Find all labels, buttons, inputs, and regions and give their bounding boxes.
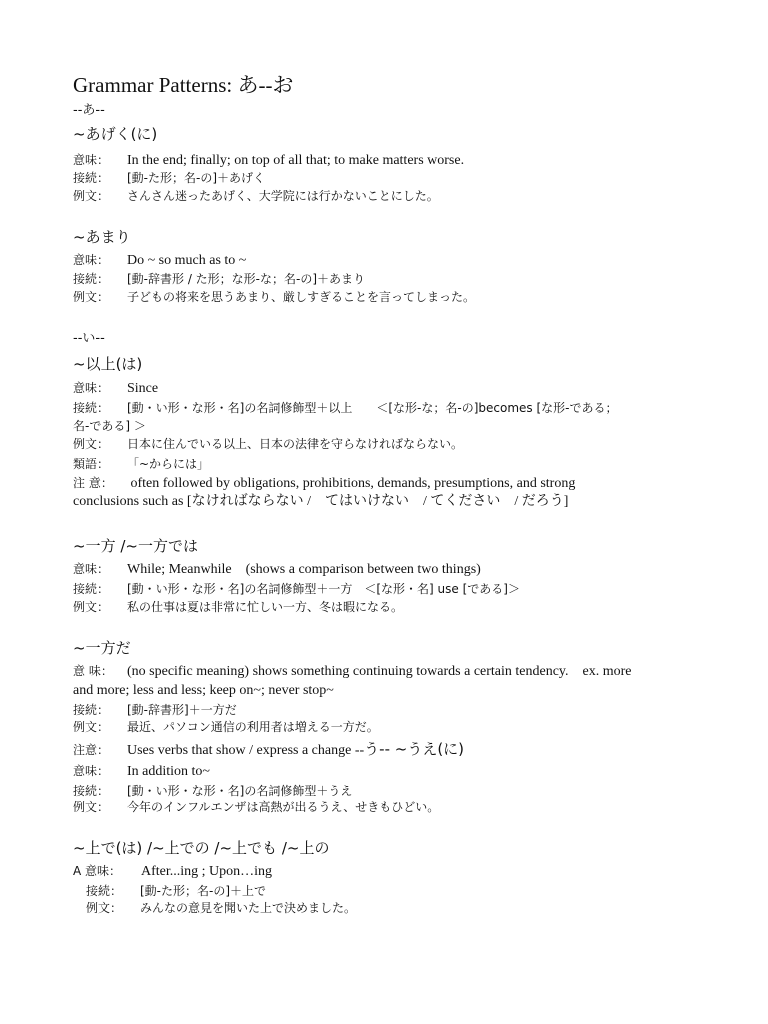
meaning-line xyxy=(73,762,210,781)
connection-label: 接続： xyxy=(86,884,123,898)
meaning-line xyxy=(73,151,464,170)
pattern-heading-ageku: ~あげく(に) xyxy=(73,125,158,143)
example-label: 例文： xyxy=(73,800,110,814)
meaning-label: 意味： xyxy=(73,153,110,167)
example-text: 今年のインフルエンザは高熱が出るうえ、せきもひどい。 xyxy=(127,800,440,814)
connection-text: [動・い形・な形・名]の名詞修飾型＋以上 ＜[な形-な；名-の]becomes [な形-である； xyxy=(127,401,618,415)
page-title: Grammar Patterns: あ--お xyxy=(73,73,294,97)
pattern-heading-ippou: ~一方 /~一方では xyxy=(73,537,198,555)
connection-line xyxy=(73,169,265,188)
meaning-line xyxy=(73,560,481,579)
pattern-heading-ippouda: ~一方だ xyxy=(73,639,131,657)
connection-line xyxy=(73,580,520,599)
connection-text: [動-た形；名-の]＋あげく xyxy=(127,171,266,185)
example-text: 最近、パソコン通信の利用者は増える一方だ。 xyxy=(127,720,379,734)
meaning-label: 意味： xyxy=(73,562,110,576)
connection-continuation: 名-である] ＞ xyxy=(73,419,146,433)
example-text: 日本に住んでいる以上、日本の法律を守らなければならない。 xyxy=(127,437,464,451)
section-marker-i: --い-- xyxy=(73,331,105,346)
meaning-text: In addition to~ xyxy=(127,764,211,779)
example-label: 例文： xyxy=(73,437,110,451)
note-label: 注意： xyxy=(73,743,110,757)
meaning-line xyxy=(73,251,246,270)
example-line xyxy=(73,187,439,206)
example-line xyxy=(73,435,463,454)
meaning-text: (no specific meaning) shows something continuing towards a certain tendency. ex. more xyxy=(127,664,632,679)
example-label: 例文： xyxy=(86,901,123,915)
example-label: 例文： xyxy=(73,290,110,304)
synonym-text: 「~からには」 xyxy=(127,457,210,471)
connection-label: 接続： xyxy=(73,582,110,596)
pattern-heading-ijou: ~以上(は) xyxy=(73,355,143,373)
connection-label: 接続： xyxy=(73,272,110,286)
inline-heading-ue: う-- ~うえ(に) xyxy=(364,740,465,758)
meaning-label: A 意味： xyxy=(73,864,122,878)
example-label: 例文： xyxy=(73,189,110,203)
meaning-text: Do ~ so much as to ~ xyxy=(127,253,247,268)
meaning-line xyxy=(73,379,158,398)
pattern-heading-amari: ~あまり xyxy=(73,228,131,246)
meaning-text: Since xyxy=(127,381,159,396)
meaning-line xyxy=(73,862,272,881)
note-text: Uses verbs that show / express a change -- xyxy=(127,743,365,758)
connection-text: [動-辞書形]＋一方だ xyxy=(127,703,237,717)
pattern-heading-uede: ~上で(は) /~上での /~上でも /~上の xyxy=(73,839,330,857)
example-label: 例文： xyxy=(73,600,110,614)
meaning-text: In the end; finally; on top of all that; to make matters worse. xyxy=(127,153,465,168)
meaning-label: 意味： xyxy=(73,381,110,395)
synonym-line xyxy=(73,455,209,474)
connection-line xyxy=(73,399,617,418)
example-text: 子どもの将来を思うあまり、厳しすぎることを言ってしまった。 xyxy=(127,290,476,304)
example-text: 私の仕事は夏は非常に忙しい一方、冬は暇になる。 xyxy=(127,600,404,614)
section-marker-a: --あ-- xyxy=(73,103,105,118)
meaning-label: 意 味： xyxy=(73,664,113,678)
connection-text: [動・い形・な形・名]の名詞修飾型＋一方 ＜[な形・名] use [である]＞ xyxy=(127,582,520,596)
note-line xyxy=(73,474,575,493)
example-line xyxy=(73,598,403,617)
meaning-line xyxy=(73,662,632,681)
note-continuation: conclusions such as [なければならない / てはいけない / てください / だろう] xyxy=(73,494,569,509)
meaning-text: While; Meanwhile (shows a comparison between two things) xyxy=(127,562,481,577)
meaning-label: 意味： xyxy=(73,764,110,778)
example-line xyxy=(86,899,356,918)
example-line xyxy=(73,798,439,817)
note-text: often followed by obligations, prohibitions, demands, presumptions, and strong xyxy=(127,476,576,491)
example-line xyxy=(73,288,475,307)
example-text: さんさん迷ったあげく、大学院には行かないことにした。 xyxy=(127,189,439,203)
meaning-text: After...ing ; Upon…ing xyxy=(141,864,273,879)
connection-label: 接続： xyxy=(73,703,110,717)
meaning-continuation: and more; less and less; keep on~; never stop~ xyxy=(73,683,334,698)
synonym-label: 類語： xyxy=(73,457,110,471)
connection-text: [動-辞書形 / た形；な形-な；名-の]＋あまり xyxy=(127,272,366,286)
note-line xyxy=(73,739,464,760)
connection-line xyxy=(73,270,365,289)
connection-text: [動・い形・な形・名]の名詞修飾型＋うえ xyxy=(127,784,353,798)
meaning-label: 意味： xyxy=(73,253,110,267)
example-label: 例文： xyxy=(73,720,110,734)
example-text: みんなの意見を聞いた上で決めました。 xyxy=(140,901,357,915)
connection-label: 接続： xyxy=(73,171,110,185)
connection-text: [動-た形；名-の]＋上で xyxy=(140,884,267,898)
example-line xyxy=(73,718,379,737)
connection-label: 接続： xyxy=(73,784,110,798)
connection-label: 接続： xyxy=(73,401,110,415)
note-label: 注 意： xyxy=(73,476,113,490)
